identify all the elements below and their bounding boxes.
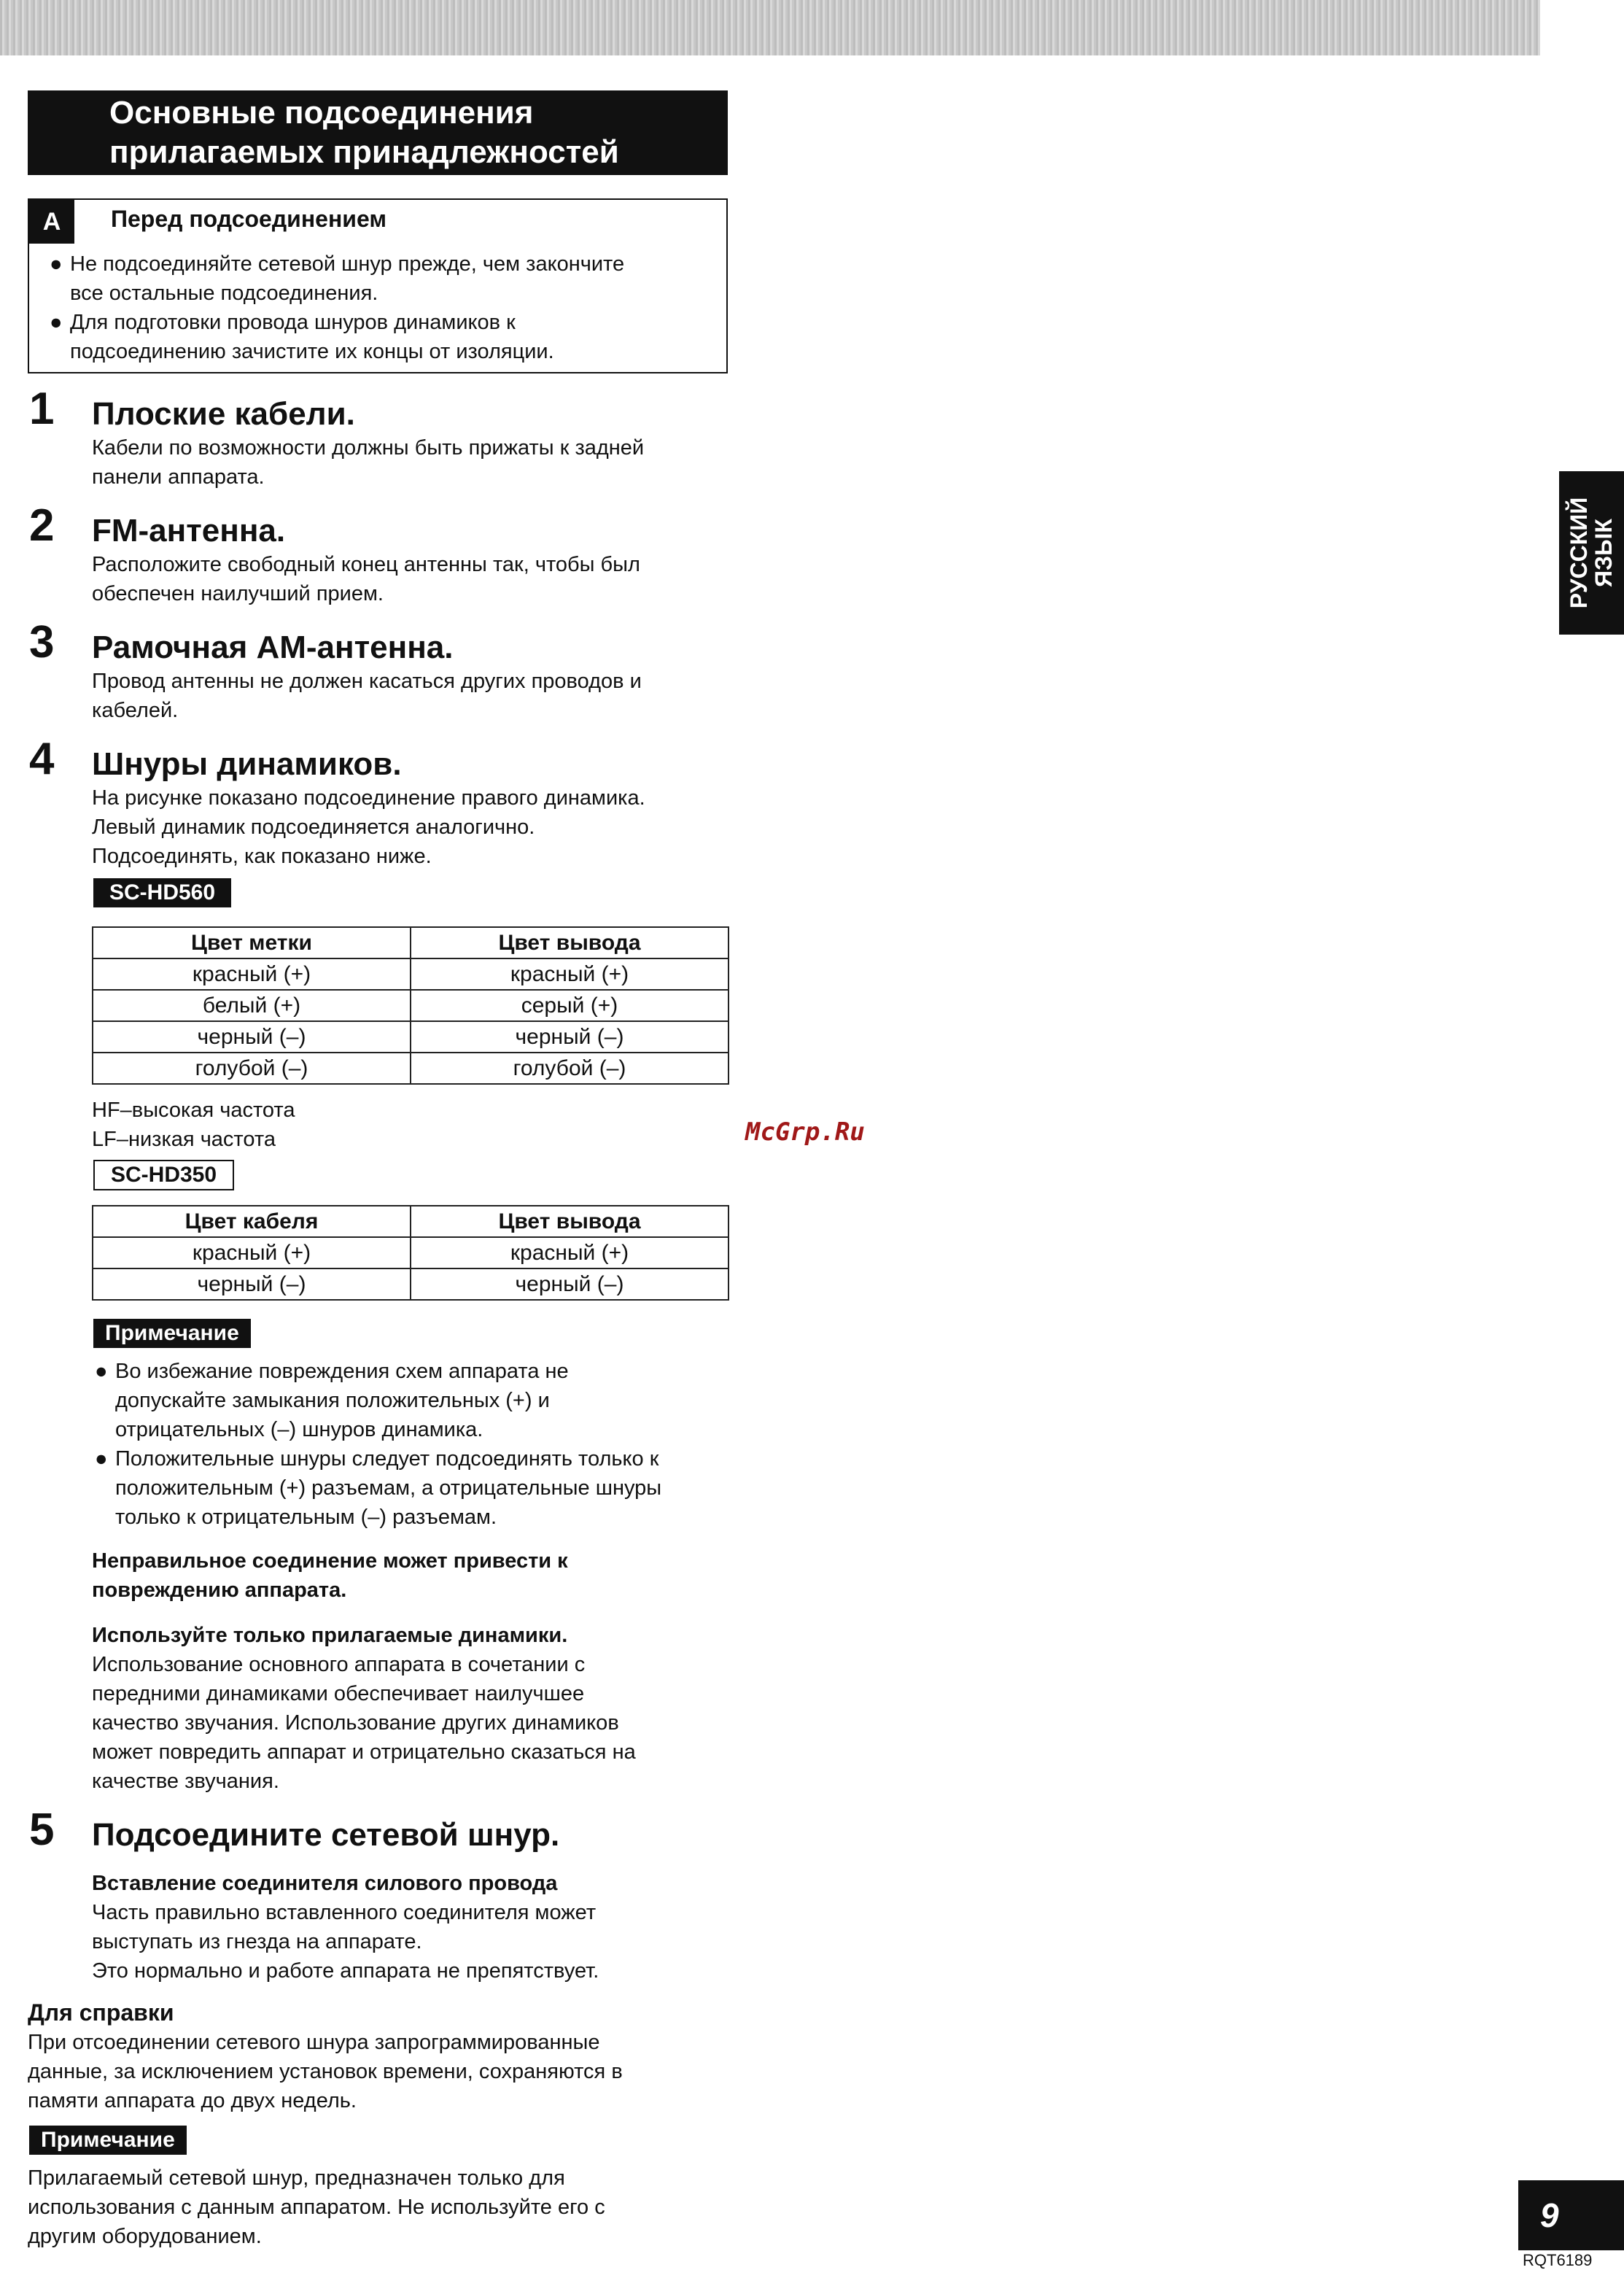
wrong-connection-warning: Неправильное соединение может привести к повреждению аппарата.: [92, 1549, 568, 1602]
step-3-number: 3: [29, 617, 55, 667]
language-side-tab: [1559, 471, 1624, 635]
step-1-number: 1: [29, 384, 55, 434]
speaker-color-table-hd350: [92, 1205, 729, 1301]
page-title-line2: прилагаемых принадлежностей: [109, 134, 619, 170]
page-title-line1: Основные подсоединения: [109, 95, 534, 131]
table-row: [93, 1021, 729, 1053]
table-header-cell: Цвет метки: [93, 927, 411, 958]
frequency-legend: [92, 1096, 295, 1154]
bullet-dot-icon: ●: [95, 1360, 108, 1383]
section-a-heading: Перед подсоединением: [111, 206, 386, 232]
note-2-text: Прилагаемый сетевой шнур, предназначен только для использования с данным аппаратом. Не используйте его с другим оборудованием.: [28, 2166, 605, 2248]
table-header-cell: Цвет вывода: [411, 1206, 729, 1237]
step-4-title: Шнуры динамиков.: [92, 746, 402, 782]
table-row: [93, 958, 729, 990]
note-label-2: Примечание: [29, 2126, 187, 2155]
note-1-bullet-2: ● Положительные шнуры следует подсоединять только к положительным (+) разъемам, а отрицательные шнуры только к отрицательным (–) разъемам.: [115, 1444, 661, 1532]
table-cell: черный (–): [93, 1021, 411, 1053]
table-cell: черный (–): [411, 1268, 729, 1300]
language-side-tab-label: РУССКИЙ ЯЗЫК: [1566, 497, 1617, 609]
table-cell: серый (+): [411, 990, 729, 1021]
step-4-text: На рисунке показано подсоединение правого динамика. Левый динамик подсоединяется аналогично. Подсоединять, как показано ниже.: [92, 786, 645, 868]
scan-header-band: [0, 0, 1540, 55]
step-3-text: Провод антенны не должен касаться других проводов и кабелей.: [92, 670, 642, 722]
table-row: [93, 1053, 729, 1084]
section-a-badge: A: [29, 200, 74, 244]
bullet-dot-icon: ●: [95, 1447, 108, 1471]
reference-heading: Для справки: [28, 1999, 174, 2026]
step-1-text: Кабели по возможности должны быть прижаты к задней панели аппарата.: [92, 436, 645, 489]
section-before-connection: [28, 198, 728, 373]
step-4-number: 4: [29, 734, 55, 784]
table-header-cell: Цвет кабеля: [93, 1206, 411, 1237]
model-label-sc-hd560: SC-HD560: [93, 878, 231, 907]
table-row: [93, 1237, 729, 1268]
note-label-1: Примечание: [93, 1319, 251, 1348]
table-row: [93, 990, 729, 1021]
table-cell: красный (+): [93, 958, 411, 990]
table-cell: голубой (–): [411, 1053, 729, 1084]
speakers-advice-heading: Используйте только прилагаемые динамики.: [92, 1624, 568, 1647]
step-2-title: FM-антенна.: [92, 513, 286, 549]
step-3-title: Рамочная АМ-антенна.: [92, 630, 454, 665]
step-5-number: 5: [29, 1805, 55, 1855]
section-a-bullet-1: ● Не подсоединяйте сетевой шнур прежде, чем закончите все остальные подсоединения.: [70, 249, 624, 308]
table-header-row: [93, 1206, 729, 1237]
page-title: [28, 90, 728, 175]
bullet-dot-icon: ●: [50, 252, 63, 276]
page-number: 9: [1518, 2180, 1624, 2250]
section-a-bullet-2: ● Для подготовки провода шнуров динамиков к подсоединению зачистите их концы от изоляции.: [70, 308, 554, 366]
reference-section: Для справки При отсоединении сетевого шнура запрограммированные данные, за исключением установок времени, сохраняются в памяти аппарата до двух недель.: [28, 1997, 623, 2115]
step-5-title: Подсоедините сетевой шнур.: [92, 1817, 560, 1853]
lf-legend: LF–низкая частота: [92, 1128, 276, 1151]
speaker-color-table-hd560: [92, 926, 729, 1085]
table-cell: белый (+): [93, 990, 411, 1021]
hf-legend: HF–высокая частота: [92, 1099, 295, 1122]
table-cell: красный (+): [93, 1237, 411, 1268]
step-2-text: Расположите свободный конец антенны так, чтобы был обеспечен наилучший прием.: [92, 553, 640, 605]
table-cell: красный (+): [411, 1237, 729, 1268]
table-row: [93, 1268, 729, 1300]
step-5-text: Вставление соединителя силового провода Часть правильно вставленного соединителя может выступать из гнезда на аппарате. Это нормально и работе аппарата не препятствует.: [92, 1869, 599, 1986]
step-1-title: Плоские кабели.: [92, 396, 355, 432]
table-cell: красный (+): [411, 958, 729, 990]
table-cell: голубой (–): [93, 1053, 411, 1084]
table-cell: черный (–): [411, 1021, 729, 1053]
table-cell: черный (–): [93, 1268, 411, 1300]
model-label-sc-hd350: SC-HD350: [93, 1160, 234, 1190]
note-1-bullet-1: ● Во избежание повреждения схем аппарата не допускайте замыкания положительных (+) и отрицательных (–) шнуров динамика.: [115, 1357, 569, 1444]
bullet-dot-icon: ●: [50, 311, 63, 334]
table-header-cell: Цвет вывода: [411, 927, 729, 958]
table-header-row: [93, 927, 729, 958]
speakers-advice: Используйте только прилагаемые динамики. Использование основного аппарата в сочетании с передними динамиками обеспечивает наилучшее качество звучания. Использование других динамиков может повредить аппарат и отрицательно сказаться на качестве звучания.: [92, 1621, 636, 1796]
step-5-subheading: Вставление соединителя силового провода: [92, 1872, 558, 1895]
watermark: McGrp.Ru: [745, 1117, 865, 1147]
document-code: RQT6189: [1523, 2251, 1593, 2269]
step-2-number: 2: [29, 500, 55, 551]
